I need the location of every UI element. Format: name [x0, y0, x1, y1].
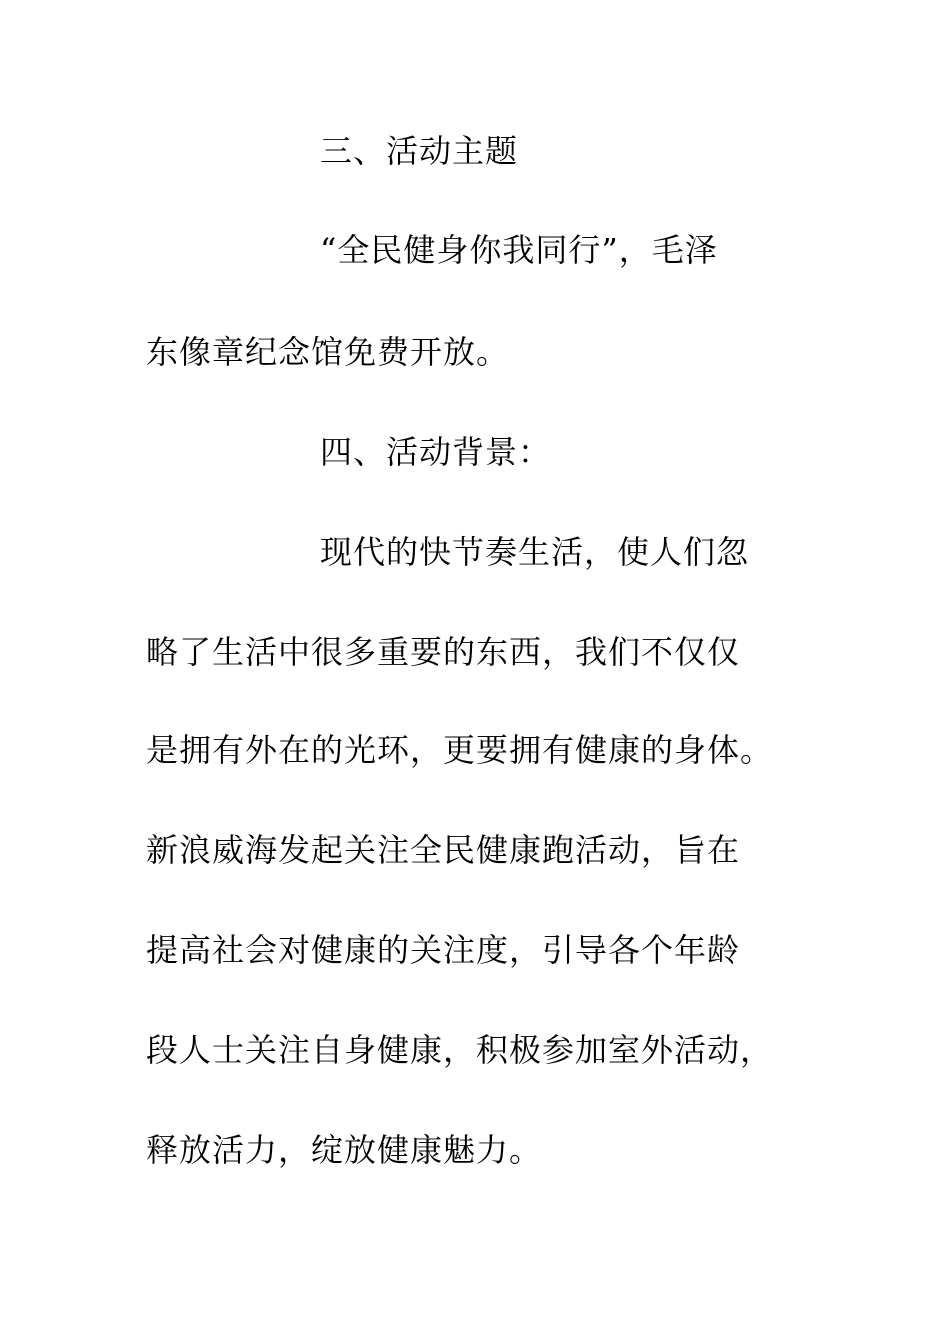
paragraph-line: 东像章纪念馆免费开放。 — [146, 333, 510, 371]
paragraph-line: 释放活力，绽放健康魅力。 — [146, 1131, 543, 1169]
paragraph-line: 是拥有外在的光环，更要拥有健康的身体。 — [146, 731, 774, 769]
paragraph-line: 略了生活中很多重要的东西，我们不仅仅 — [146, 633, 741, 671]
paragraph-line: 新浪威海发起关注全民健康跑活动，旨在 — [146, 831, 741, 869]
paragraph-line: 现代的快节奏生活，使人们忽 — [320, 533, 750, 571]
paragraph-line: 段人士关注自身健康，积极参加室外活动， — [146, 1031, 774, 1069]
section-heading-background: 四、活动背景： — [320, 433, 552, 471]
paragraph-line: “全民健身你我同行”，毛泽 — [320, 231, 718, 269]
paragraph-line: 提高社会对健康的关注度，引导各个年龄 — [146, 931, 741, 969]
section-heading-theme: 三、活动主题 — [320, 132, 519, 170]
